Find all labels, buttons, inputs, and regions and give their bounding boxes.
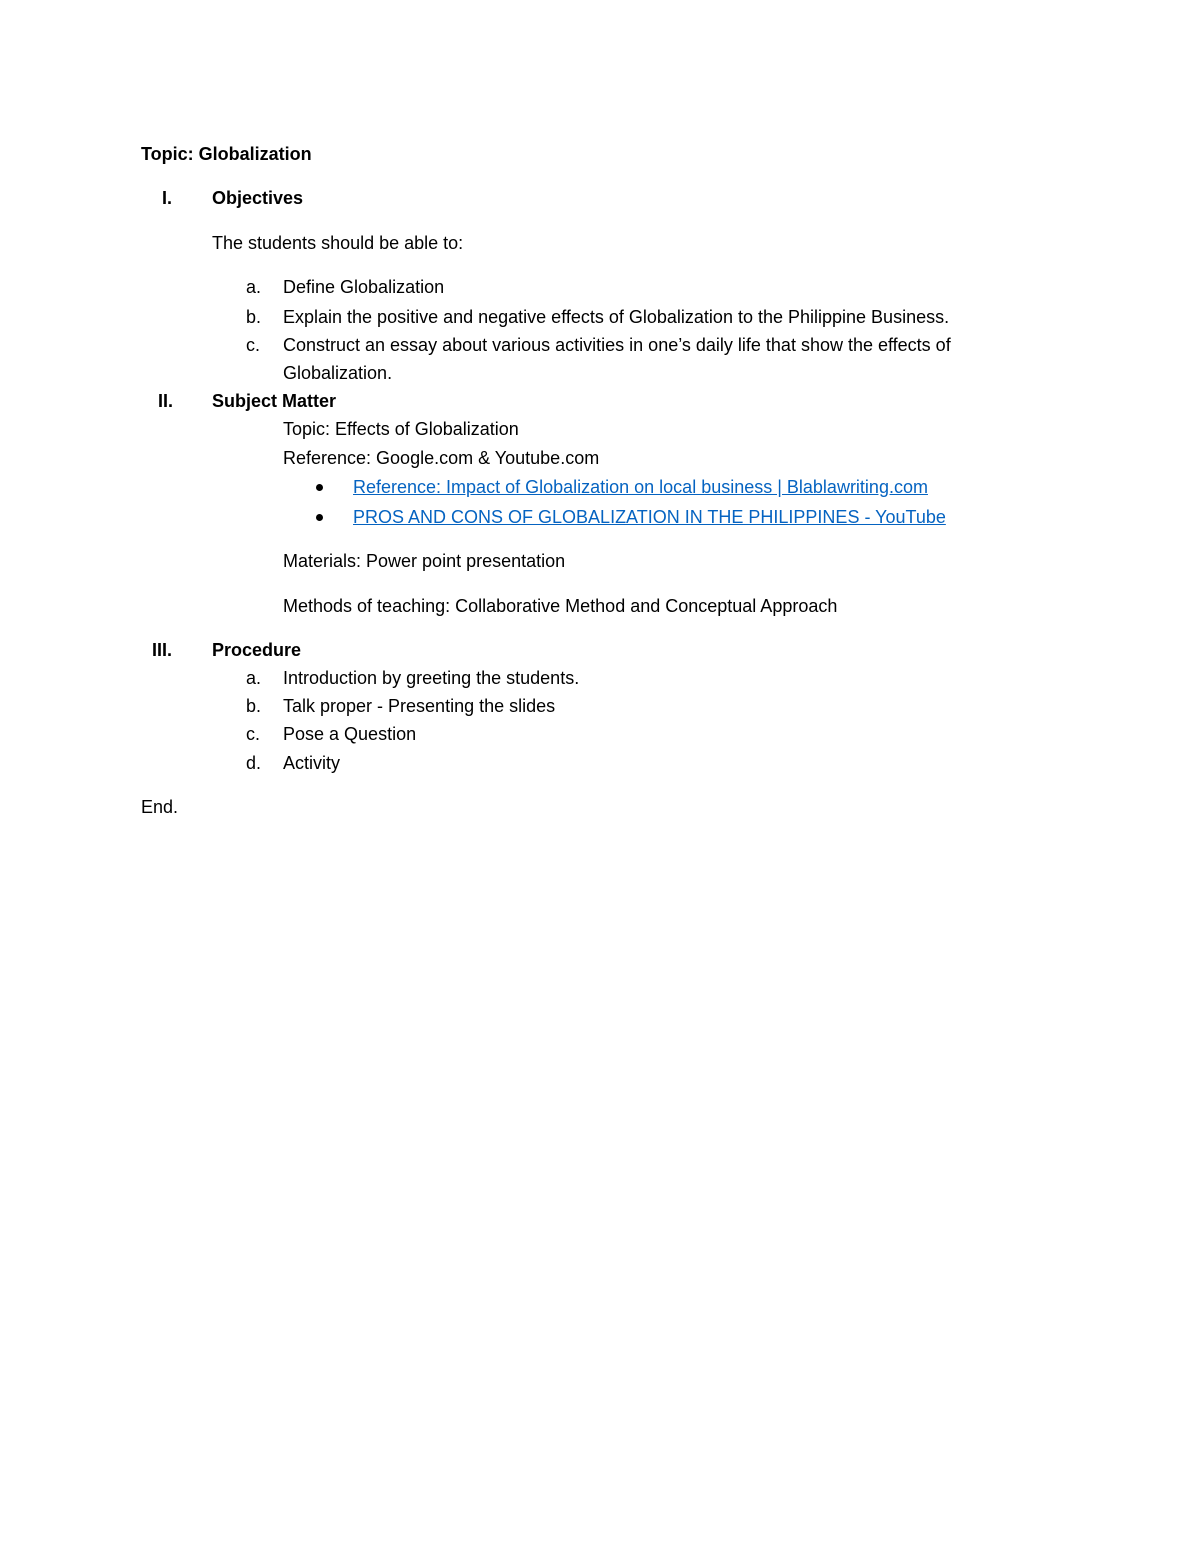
list-marker: b. xyxy=(246,696,262,716)
reference-link-blablawriting[interactable]: Reference: Impact of Globalization on local business | Blablawriting.com xyxy=(353,477,928,497)
subject-topic: Topic: Effects of Globalization xyxy=(283,419,519,439)
section-numeral-procedure: III. xyxy=(152,640,173,660)
bullet-icon xyxy=(316,514,323,521)
section-heading-objectives: Objectives xyxy=(212,188,304,208)
list-item: Talk proper - Presenting the slides xyxy=(283,696,556,716)
list-marker: c. xyxy=(246,724,261,744)
section-numeral-subject-matter: II. xyxy=(158,391,174,411)
end-text: End. xyxy=(141,797,179,817)
list-item: Pose a Question xyxy=(283,724,417,744)
subject-reference: Reference: Google.com & Youtube.com xyxy=(283,448,600,468)
list-marker: a. xyxy=(246,277,262,297)
reference-link-youtube[interactable]: PROS AND CONS OF GLOBALIZATION IN THE PHILIPPINES - YouTube xyxy=(353,507,946,527)
list-item: Define Globalization xyxy=(283,277,445,297)
section-heading-procedure: Procedure xyxy=(212,640,302,660)
list-marker: b. xyxy=(246,307,262,327)
subject-materials: Materials: Power point presentation xyxy=(283,551,566,571)
list-item: Activity xyxy=(283,753,341,773)
list-item: Explain the positive and negative effects of Globalization to the Philippine Business. xyxy=(283,307,950,327)
list-item: Construct an essay about various activities in one’s daily life that show the effects of xyxy=(283,335,951,355)
subject-methods: Methods of teaching: Collaborative Method and Conceptual Approach xyxy=(283,596,838,616)
list-marker: a. xyxy=(246,668,262,688)
list-marker: d. xyxy=(246,753,262,773)
objectives-intro: The students should be able to: xyxy=(212,233,464,253)
page-title: Topic: Globalization xyxy=(141,144,312,164)
list-item-continuation: Globalization. xyxy=(283,363,393,383)
section-numeral-objectives: I. xyxy=(162,188,173,208)
section-heading-subject-matter: Subject Matter xyxy=(212,391,337,411)
bullet-icon xyxy=(316,484,323,491)
list-item: Introduction by greeting the students. xyxy=(283,668,580,688)
list-marker: c. xyxy=(246,335,261,355)
